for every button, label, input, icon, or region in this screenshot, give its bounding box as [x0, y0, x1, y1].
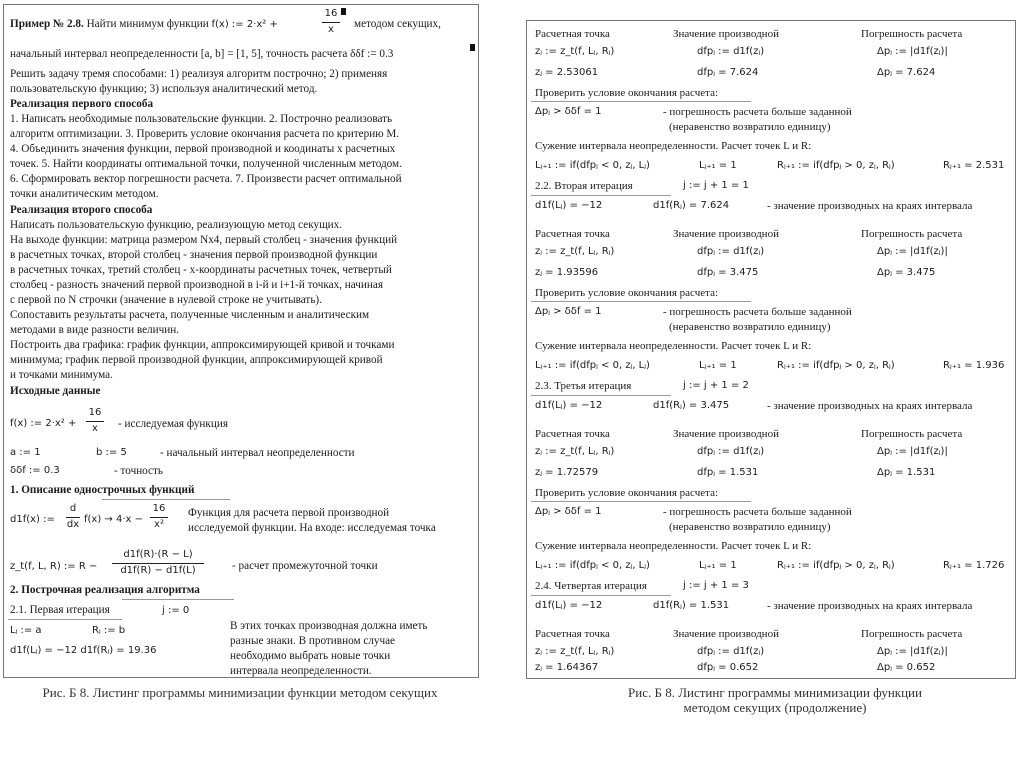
paragraph-line: алгоритм оптимизации. 3. Проверить условие окончания расчета по критерию M.	[10, 128, 400, 140]
L-definition: Lⱼ₊₁ := if(dfpⱼ < 0, zⱼ, Lⱼ)	[535, 560, 650, 571]
dfp-value: dfpⱼ = 1.531	[697, 467, 759, 478]
right-caption-line: Рис. Б 8. Листинг программы минимизации функции	[628, 685, 922, 700]
condition-comment: (неравенство возвратило единицу)	[669, 521, 831, 533]
df-definition: δδf := 0.3	[10, 465, 60, 476]
z-definition: zⱼ := z_t(f, Lⱼ, Rⱼ)	[535, 446, 615, 457]
delta-value: Δpⱼ = 7.624	[877, 67, 936, 78]
fraction-bar	[112, 563, 204, 564]
condition-comment: - погрешность расчета больше заданной	[663, 106, 852, 118]
d1f-dx: dx	[66, 519, 80, 530]
heading-second-method: Реализация второго способа	[10, 204, 153, 216]
f-def-numerator: 16	[88, 407, 102, 418]
left-figure-caption: Рис. Б 8. Листинг программы минимизации функции методом секущих	[42, 685, 438, 700]
edge-comment: - значение производных на краях интервала	[767, 400, 973, 412]
header-calc-error: Погрешность расчета	[861, 628, 963, 640]
delta-value: Δpⱼ = 1.531	[877, 467, 936, 478]
j-increment: j := j + 1 = 2	[683, 380, 749, 391]
delta-definition: Δpⱼ := |d1f(zⱼ)|	[877, 246, 948, 257]
paragraph-line: Написать пользовательскую функцию, реализующую метод секущих.	[10, 219, 343, 231]
header-calc-point: Расчетная точка	[535, 628, 610, 640]
delta-value: Δpⱼ = 0.652	[877, 662, 936, 673]
f-definition: f(x) := 2·x² +	[10, 418, 77, 429]
condition-comment: - погрешность расчета больше заданной	[663, 306, 852, 318]
left-document-page	[3, 4, 479, 678]
j-increment: j := j + 1 = 3	[683, 580, 749, 591]
condition-comment: (неравенство возвратило единицу)	[669, 121, 831, 133]
next-iteration-title: 2.2. Вторая итерация	[535, 180, 633, 192]
dfp-definition: dfpⱼ := d1f(zⱼ)	[697, 246, 765, 257]
example-title: Пример № 2.8.	[10, 18, 84, 30]
delta-definition: Δpⱼ := |d1f(zⱼ)|	[877, 646, 948, 657]
L-value: Lⱼ₊₁ = 1	[699, 160, 737, 171]
delta-value: Δpⱼ = 3.475	[877, 267, 936, 278]
right-document-page	[526, 20, 1016, 679]
paragraph-line: На выходе функции: матрица размером Nx4, первый столбец - значения функций	[10, 234, 398, 246]
edge-L-value: d1f(Lⱼ) = −12	[535, 600, 603, 611]
fraction-bar	[322, 22, 340, 23]
narrow-label: Сужение интервала неопределенности. Расчет точек L и R:	[535, 540, 812, 552]
edge-comment: - значение производных на краях интервала	[767, 600, 973, 612]
underline	[531, 501, 751, 502]
zt-comment: - расчет промежуточной точки	[232, 560, 378, 572]
d1f-values: d1f(Lⱼ) = −12 d1f(Rⱼ) = 19.36	[10, 645, 157, 656]
paragraph-line: в расчетных точках, третий столбец - х-координаты расчетных точек, четвертый	[10, 264, 392, 276]
edge-R-value: d1f(Rⱼ) = 3.475	[653, 400, 730, 411]
fraction-bar	[150, 517, 168, 518]
task-formula: f(x) := 2·x² +	[211, 19, 278, 30]
dfp-value: dfpⱼ = 7.624	[697, 67, 759, 78]
R-value: Rⱼ₊₁ = 1.726	[943, 560, 1005, 571]
header-derivative-value: Значение производной	[673, 228, 779, 240]
condition-comment: - погрешность расчета больше заданной	[663, 506, 852, 518]
delta-definition: Δpⱼ := |d1f(zⱼ)|	[877, 446, 948, 457]
d1f-numerator: 16	[152, 503, 166, 514]
ab-comment: - начальный интервал неопределенности	[160, 447, 355, 459]
narrow-label: Сужение интервала неопределенности. Расчет точек L и R:	[535, 140, 812, 152]
dfp-definition: dfpⱼ := d1f(zⱼ)	[697, 46, 765, 57]
z-value: zⱼ = 1.72579	[535, 467, 599, 478]
task-fraction-numerator: 16	[324, 8, 338, 19]
heading-first-method: Реализация первого способа	[10, 98, 154, 110]
iter1-title: 2.1. Первая итерация	[10, 604, 110, 616]
iter1-comment: В этих точках производная должна иметь	[230, 620, 428, 632]
paragraph-line: минимума; график первой производной функции, аппроксимирующей кривой	[10, 354, 383, 366]
underline	[531, 101, 751, 102]
header-calc-point: Расчетная точка	[535, 228, 610, 240]
narrow-label: Сужение интервала неопределенности. Расчет точек L и R:	[535, 340, 812, 352]
R-value: Rⱼ₊₁ = 2.531	[943, 160, 1005, 171]
f-def-denominator: x	[92, 423, 98, 434]
L-value: Lⱼ₊₁ = 1	[699, 560, 737, 571]
d1f-mid: f(x) → 4·x −	[84, 514, 143, 525]
dfp-value: dfpⱼ = 0.652	[697, 662, 759, 673]
d1f-denominator: x²	[154, 519, 164, 530]
paragraph-line: 6. Сформировать вектор погрешности расчета. 7. Произвести расчет оптимальной	[10, 173, 402, 185]
right-figure-caption	[560, 685, 990, 715]
paragraph-line: методами в виде разности величин.	[10, 324, 180, 336]
check-label: Проверить условие окончания расчета:	[535, 487, 719, 499]
heading-line-by-line: 2. Построчная реализация алгоритма	[10, 584, 200, 596]
next-iteration-title: 2.4. Четвертая итерация	[535, 580, 647, 592]
task-fraction-denominator: x	[328, 24, 334, 35]
dfp-definition: dfpⱼ := d1f(zⱼ)	[697, 446, 765, 457]
paragraph-line: с первой по N строчки (значение в нулевой строке не учитывать).	[10, 294, 322, 306]
L-definition: Lⱼ₊₁ := if(dfpⱼ < 0, zⱼ, Lⱼ)	[535, 160, 650, 171]
paragraph-line: точек. 5. Найти координаты оптимальной точки, полученной численным методом.	[10, 158, 402, 170]
edge-R-value: d1f(Rⱼ) = 1.531	[653, 600, 730, 611]
R-definition: Rⱼ₊₁ := if(dfpⱼ > 0, zⱼ, Rⱼ)	[777, 360, 895, 371]
z-definition: zⱼ := z_t(f, Lⱼ, Rⱼ)	[535, 646, 615, 657]
heading-input-data: Исходные данные	[10, 385, 101, 397]
iteration-block	[527, 421, 1016, 621]
iter1-comment: необходимо выбрать новые точки	[230, 650, 391, 662]
edge-R-value: d1f(Rⱼ) = 7.624	[653, 200, 730, 211]
cursor-mark-icon	[341, 8, 346, 15]
z-value: zⱼ = 1.93596	[535, 267, 599, 278]
paragraph-line: Построить два графика: график функции, аппроксимирующей кривой и точками	[10, 339, 395, 351]
f-def-comment: - исследуемая функция	[118, 418, 228, 430]
L-definition: Lⱼ₊₁ := if(dfpⱼ < 0, zⱼ, Lⱼ)	[535, 360, 650, 371]
header-calc-point: Расчетная точка	[535, 28, 610, 40]
header-calc-error: Погрешность расчета	[861, 428, 963, 440]
z-definition: zⱼ := z_t(f, Lⱼ, Rⱼ)	[535, 46, 615, 57]
paragraph-line: столбец - разность значений первой производной в i-й и i+1-й точках, начиная	[10, 279, 383, 291]
underline	[531, 195, 671, 196]
interval-line: начальный интервал неопределенности [a, b] = [1, 5], точность расчета δδf := 0.3	[10, 48, 394, 60]
header-derivative-value: Значение производной	[673, 628, 779, 640]
paragraph-line: в расчетных точках, второй столбец - значения первой производной функции	[10, 249, 378, 261]
intro-line: пользовательскую функцию; 3) используя аналитический метод.	[10, 83, 318, 95]
edge-L-value: d1f(Lⱼ) = −12	[535, 400, 603, 411]
d1f-comment: исследуемой функции. На входе: исследуемая точка	[188, 522, 436, 534]
condition: Δpⱼ > δδf = 1	[535, 306, 602, 317]
j-init: j := 0	[162, 605, 190, 616]
task-statement	[10, 19, 278, 30]
fraction-bar	[86, 421, 104, 422]
df-comment: - точность	[114, 465, 164, 477]
header-calc-point: Расчетная точка	[535, 428, 610, 440]
z-definition: zⱼ := z_t(f, Lⱼ, Rⱼ)	[535, 246, 615, 257]
paragraph-line: точки аналитическим методом.	[10, 188, 159, 200]
header-calc-error: Погрешность расчета	[861, 28, 963, 40]
zt-numerator: d1f(R)·(R − L)	[123, 549, 193, 560]
z-value: zⱼ = 1.64367	[535, 662, 599, 673]
paragraph-line: 1. Написать необходимые пользовательские функции. 2. Построчно реализовать	[10, 113, 393, 125]
d1f-d: d	[69, 503, 77, 514]
next-iteration-title: 2.3. Третья итерация	[535, 380, 632, 392]
dfp-value: dfpⱼ = 3.475	[697, 267, 759, 278]
R-value: Rⱼ₊₁ = 1.936	[943, 360, 1005, 371]
R-definition: Rⱼ₊₁ := if(dfpⱼ > 0, zⱼ, Rⱼ)	[777, 560, 895, 571]
intro-line: Решить задачу тремя способами: 1) реализуя алгоритм построчно; 2) применяя	[10, 68, 388, 80]
heading-one-line-functions: 1. Описание однострочных функций	[10, 484, 195, 496]
final-iteration-block	[527, 621, 1016, 679]
iter1-comment: разные знаки. В противном случае	[230, 635, 396, 647]
header-derivative-value: Значение производной	[673, 428, 779, 440]
paragraph-line: Сопоставить результаты расчета, полученные численным и аналитическим	[10, 309, 370, 321]
underline	[531, 395, 671, 396]
edge-L-value: d1f(Lⱼ) = −12	[535, 200, 603, 211]
check-label: Проверить условие окончания расчета:	[535, 87, 719, 99]
fraction-bar	[66, 517, 80, 518]
Lj-assign: Lⱼ := a	[10, 625, 42, 636]
task-text: Найти минимум функции	[86, 18, 209, 30]
zt-denominator: d1f(R) − d1f(L)	[120, 565, 196, 576]
b-definition: b := 5	[96, 447, 127, 458]
Rj-assign: Rⱼ := b	[92, 625, 126, 636]
underline	[531, 301, 751, 302]
right-caption-line: методом секущих (продолжение)	[683, 700, 867, 715]
iteration-block	[527, 221, 1016, 421]
a-definition: a := 1	[10, 447, 41, 458]
underline	[122, 599, 234, 600]
L-value: Lⱼ₊₁ = 1	[699, 360, 737, 371]
underline	[8, 619, 122, 620]
zt-lhs: z_t(f, L, R) := R −	[10, 561, 98, 572]
condition: Δpⱼ > δδf = 1	[535, 506, 602, 517]
delta-definition: Δpⱼ := |d1f(zⱼ)|	[877, 46, 948, 57]
j-increment: j := j + 1 = 1	[683, 180, 749, 191]
check-label: Проверить условие окончания расчета:	[535, 287, 719, 299]
cursor-mark-icon	[470, 44, 475, 51]
condition-comment: (неравенство возвратило единицу)	[669, 321, 831, 333]
header-derivative-value: Значение производной	[673, 28, 779, 40]
underline	[531, 595, 671, 596]
d1f-comment: Функция для расчета первой производной	[188, 507, 390, 519]
R-definition: Rⱼ₊₁ := if(dfpⱼ > 0, zⱼ, Rⱼ)	[777, 160, 895, 171]
condition: Δpⱼ > δδf = 1	[535, 106, 602, 117]
paragraph-line: и точками минимума.	[10, 369, 113, 381]
edge-comment: - значение производных на краях интервала	[767, 200, 973, 212]
iter1-comment: интервала неопределенности.	[230, 665, 372, 677]
header-calc-error: Погрешность расчета	[861, 228, 963, 240]
task-method: методом секущих,	[354, 18, 441, 30]
dfp-definition: dfpⱼ := d1f(zⱼ)	[697, 646, 765, 657]
paragraph-line: 4. Объединить значения функции, первой производной и коодинаты х расчетных	[10, 143, 396, 155]
z-value: zⱼ = 2.53061	[535, 67, 599, 78]
d1f-lhs: d1f(x) :=	[10, 514, 55, 525]
underline	[102, 499, 230, 500]
iteration-block	[527, 21, 1016, 221]
